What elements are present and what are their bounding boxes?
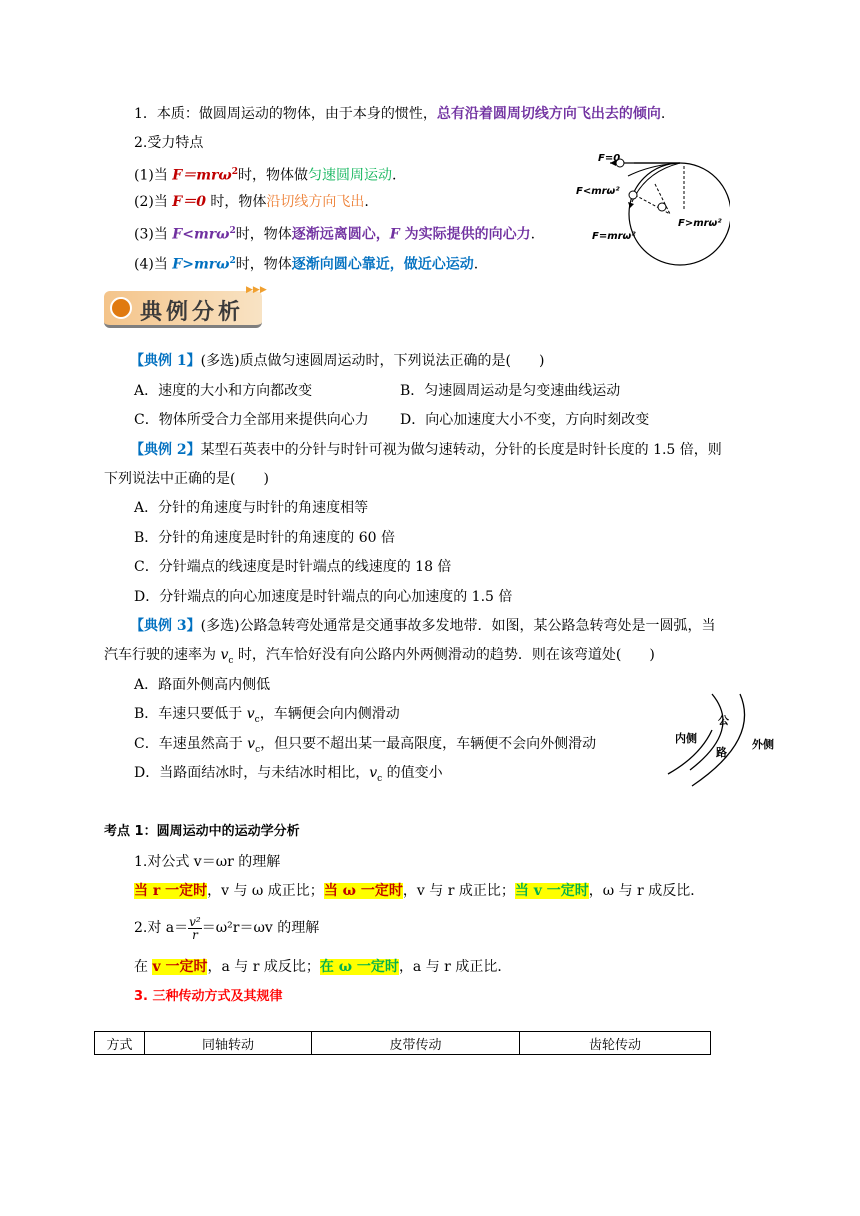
example-2-option-c: C．分针端点的线速度是时针端点的线速度的 18 倍 [134, 559, 452, 575]
condition-4: (4)当 F>mrω$^2$时，物体逐渐向圆心靠近，做近心运动. [134, 256, 479, 273]
example-1-option-b: B．匀速圆周运动是匀变速曲线运动 [400, 383, 621, 399]
transmission-heading: 3. 三种传动方式及其规律 [134, 989, 283, 1004]
example-2-stem-1: 【典例 2】某型石英表中的分针与时针可视为做匀速转动，分针的长度是时针长度的 1.5 倍，则 [130, 442, 722, 458]
road-curve-diagram [660, 690, 790, 790]
label-outer: 外侧 [752, 738, 774, 751]
label-f-gt: F>mrω² [678, 218, 722, 229]
arrows-icon: ▶▶▶ [246, 285, 267, 295]
condition-2: (2)当 F＝0 时，物体沿切线方向飞出. [134, 194, 369, 210]
label-road-1: 公 [718, 714, 729, 727]
example-2-stem-2: 下列说法中正确的是( ) [104, 471, 269, 487]
example-1-stem: 【典例 1】(多选)质点做匀速圆周运动时，下列说法正确的是( ) [130, 353, 545, 369]
example-2-option-b: B．分针的角速度是时针的角速度的 60 倍 [134, 530, 396, 546]
table-header-cell: 同轴转动 [145, 1032, 312, 1055]
example-1-option-d: D．向心加速度大小不变，方向时刻改变 [400, 412, 650, 428]
label-road-2: 路 [716, 746, 727, 759]
example-3-option-c: C．车速虽然高于 $v_c$，但只要不超出某一最高限度，车辆便不会向外侧滑动 [134, 736, 597, 755]
condition-3: (3)当 F<mrω$^2$时，物体逐渐远离圆心，F 为实际提供的向心力. [134, 226, 536, 243]
label-f-lt: F<mrω² [576, 186, 620, 197]
intro-line-2: 2.受力特点 [134, 135, 204, 151]
table-header-row [95, 1032, 711, 1055]
formula-2-rules: 在 v 一定时，a 与 r 成反比；在 ω 一定时，a 与 r 成正比． [134, 959, 512, 975]
example-2-option-d: D．分针端点的向心加速度是时针端点的向心加速度的 1.5 倍 [134, 589, 513, 605]
table-header-cell: 方式 [95, 1032, 145, 1055]
example-1-option-a: A．速度的大小和方向都改变 [134, 383, 313, 399]
example-3-stem-1: 【典例 3】(多选)公路急转弯处通常是交通事故多发地带．如图，某公路急转弯处是一圆弧，当 [130, 618, 716, 634]
example-3-option-a: A．路面外侧高内侧低 [134, 677, 271, 693]
example-2-option-a: A．分针的角速度与时针的角速度相等 [134, 500, 369, 516]
example-1-option-c: C．物体所受合力全部用来提供向心力 [134, 412, 369, 428]
table-header-cell: 齿轮传动 [520, 1032, 711, 1055]
label-inner: 内侧 [675, 732, 697, 745]
formula-2-title: 2.对 a＝ $\frac{\text{v²}}{r}$ ＝ω²r＝ωv 的理解 [134, 914, 320, 942]
table-header-cell: 皮带传动 [312, 1032, 520, 1055]
example-analysis-banner: 典例分析 ▶▶▶ [104, 287, 266, 327]
section-title: 考点 1：圆周运动中的运动学分析 [104, 824, 300, 839]
intro-line-1: 1．本质：做圆周运动的物体，由于本身的惯性，总有沿着圆周切线方向飞出去的倾向. [134, 106, 666, 122]
formula-1-rules: 当 r 一定时，v 与 ω 成正比；当 ω 一定时，v 与 r 成正比；当 v 一定时，ω 与 r 成反比． [134, 883, 705, 899]
label-f0: F=0 [598, 153, 621, 164]
formula-1-title: 1.对公式 v＝ωr 的理解 [134, 854, 281, 870]
example-3-option-d: D．当路面结冰时，与未结冰时相比，$v_c$ 的值变小 [134, 765, 443, 784]
condition-1: (1)当 F＝mrω$^2$时，物体做匀速圆周运动. [134, 167, 397, 184]
example-3-stem-2: 汽车行驶的速率为 $v_c$ 时，汽车恰好没有向公路内外两侧滑动的趋势．则在该弯道处( ) [104, 647, 655, 666]
circular-motion-diagram [570, 140, 730, 270]
transmission-table [94, 1031, 711, 1055]
example-3-option-b: B．车速只要低于 $v_c$，车辆便会向内侧滑动 [134, 706, 400, 725]
label-f-eq: F=mrω² [592, 231, 636, 242]
globe-icon [110, 297, 132, 319]
